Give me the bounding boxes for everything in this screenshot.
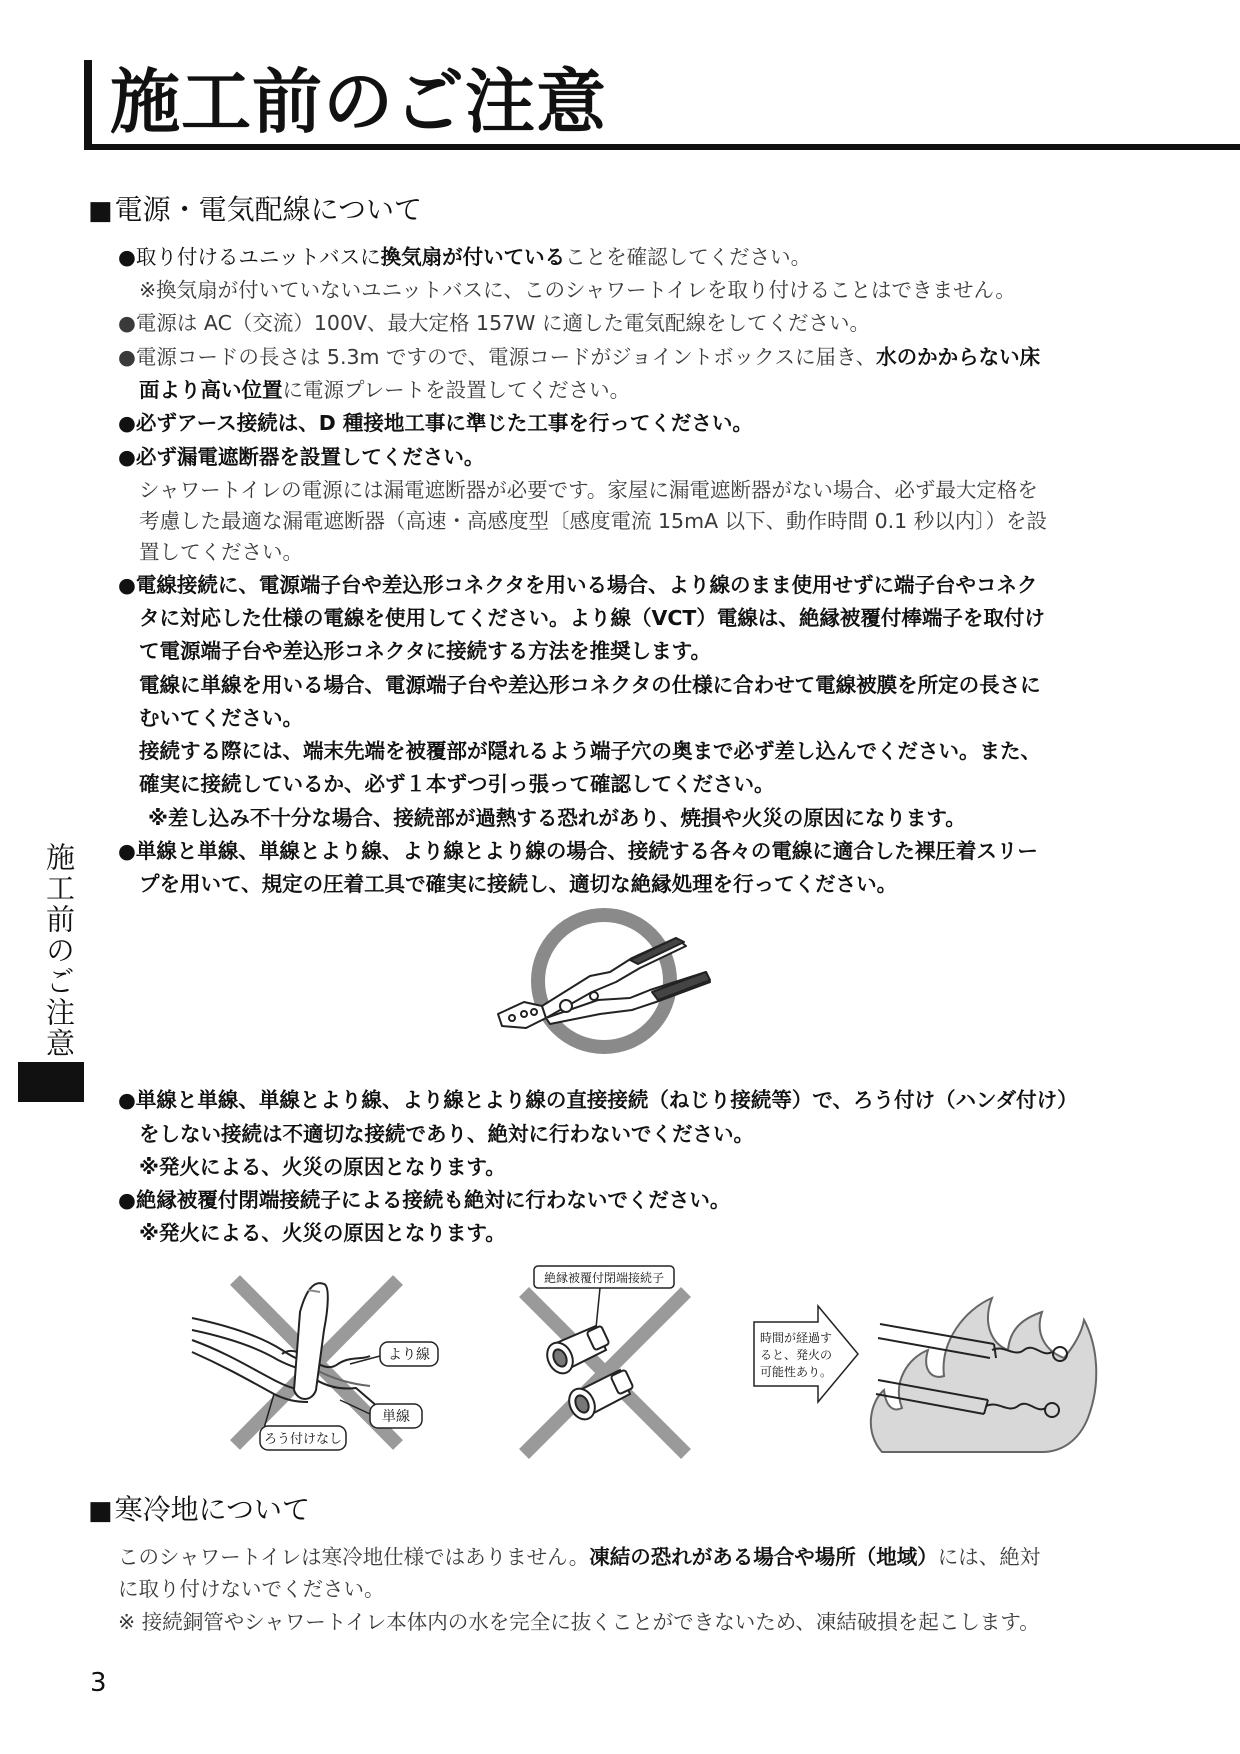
- svg-text:ると、発火の: ると、発火の: [760, 1348, 833, 1362]
- page-number: 3: [90, 1668, 107, 1698]
- section-heading-cold: ■寒冷地について: [88, 1493, 311, 1526]
- svg-text:より線: より線: [388, 1347, 430, 1363]
- text-line: ●電源は AC（交流）100V、最大定格 157W に適した電気配線をしてください。: [118, 311, 870, 335]
- crimping-tool-figure: [480, 906, 730, 1056]
- label-stranded: [350, 1342, 438, 1366]
- text-line: ※ 接続銅管やシャワートイレ本体内の水を完全に抜くことができないため、凍結破損を起こします。: [118, 1610, 1040, 1634]
- text-line: ●電源コードの長さは 5.3m ですので、電源コードがジョイントボックスに届き、水のかからない床: [118, 345, 1041, 369]
- text-line: シャワートイレの電源には漏電遮断器が必要です。家屋に漏電遮断器がない場合、必ず最大定格を: [139, 478, 1038, 502]
- connector-icon: [542, 1326, 633, 1424]
- twisted-wire-figure: [190, 1270, 450, 1460]
- text-line: ●必ず漏電遮断器を設置してください。: [118, 445, 485, 469]
- text-line: ※発火による、火災の原因となります。: [139, 1155, 506, 1179]
- square-marker-icon: ■: [88, 196, 113, 226]
- text-line: 置してください。: [139, 540, 303, 564]
- prohibited-cross-icon: [524, 1292, 686, 1454]
- page-title-frame: [84, 60, 1240, 150]
- square-marker-icon: ■: [88, 1496, 113, 1526]
- text-line: て電源端子台や差込形コネクタに接続する方法を推奨します。: [139, 639, 711, 663]
- text-line: ※換気扇が付いていないユニットバスに、このシャワートイレを取り付けることはできません。: [139, 278, 1016, 302]
- closed-end-connector-figure: [516, 1262, 696, 1462]
- side-tab-block: [18, 1062, 84, 1102]
- text-line: ●電線接続に、電源端子台や差込形コネクタを用いる場合、より線のまま使用せずに端子台やコネク: [118, 573, 1038, 597]
- text-line: 面より高い位置に電源プレートを設置してください。: [139, 378, 631, 402]
- text-line: をしない接続は不適切な接続であり、絶対に行わないでください。: [139, 1122, 754, 1146]
- fire-hazard-figure: [752, 1262, 1102, 1462]
- svg-text:時間が経過す: 時間が経過す: [760, 1331, 833, 1345]
- text-line: ●絶縁被覆付閉端接続子による接続も絶対に行わないでください。: [118, 1188, 731, 1212]
- side-tab-label: 施工前のご注意: [42, 842, 76, 1059]
- section-heading-power: ■電源・電気配線について: [88, 193, 423, 226]
- side-tab: [18, 842, 84, 1059]
- text-line: プを用いて、規定の圧着工具で確実に接続し、適切な絶縁処理を行ってください。: [139, 872, 898, 896]
- svg-text:ろう付けなし: ろう付けなし: [263, 1432, 343, 1447]
- text-line: ●単線と単線、単線とより線、より線とより線の直接接続（ねじり接続等）で、ろう付け（ハンダ付け）: [118, 1088, 1078, 1112]
- crimping-tool-icon: [498, 938, 710, 1028]
- arrow-note: [754, 1306, 858, 1402]
- text-line: タに対応した仕様の電線を使用してください。より線（VCT）電線は、絶縁被覆付棒端子を取付け: [139, 606, 1045, 630]
- text-line: 確実に接続しているか、必ず１本ずつ引っ張って確認してください。: [139, 772, 775, 796]
- text-line: ●必ずアース接続は、D 種接地工事に準じた工事を行ってください。: [118, 411, 753, 435]
- text-line: 電線に単線を用いる場合、電源端子台や差込形コネクタの仕様に合わせて電線被膜を所定の長さに: [139, 673, 1041, 697]
- svg-text:単線: 単線: [382, 1409, 410, 1425]
- text-line: このシャワートイレは寒冷地仕様ではありません。凍結の恐れがある場合や場所（地域）には、絶対: [118, 1545, 1041, 1569]
- text-line: ●単線と単線、単線とより線、より線とより線の場合、接続する各々の電線に適合した裸圧着スリー: [118, 839, 1038, 863]
- text-line: 考慮した最適な漏電遮断器（高速・高感度型〔感度電流 15mA 以下、動作時間 0.1 秒以内〕）を設: [139, 509, 1047, 533]
- svg-text:絶縁被覆付閉端接続子: 絶縁被覆付閉端接続子: [543, 1271, 665, 1285]
- page-title: 施工前のご注意: [110, 61, 607, 143]
- text-line: ※差し込み不十分な場合、接続部が過熱する恐れがあり、焼損や火災の原因になります。: [148, 806, 966, 830]
- svg-text:可能性あり。: 可能性あり。: [760, 1365, 833, 1379]
- flame-icon: [871, 1298, 1096, 1452]
- text-line: むいてください。: [139, 706, 303, 730]
- text-line: に取り付けないでください。: [118, 1577, 385, 1601]
- text-line: ●取り付けるユニットバスに換気扇が付いていることを確認してください。: [118, 245, 812, 269]
- text-line: ※発火による、火災の原因となります。: [139, 1221, 506, 1245]
- text-line: 接続する際には、端末先端を被覆部が隠れるよう端子穴の奥まで必ず差し込んでください。また、: [139, 739, 1041, 763]
